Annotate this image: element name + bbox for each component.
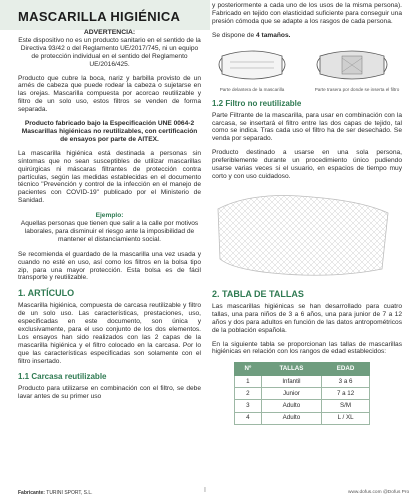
product-description: Producto que cubre la boca, nariz y barbilla provisto de un arnés de cabeza que puede rodear la cabeza o sujetarse en las orejas. Mascarilla compuesta por acorcao reutilizable y filtro de un solo uso, estos filtros se venden de forma separada.	[18, 74, 201, 114]
filter-drawing	[212, 187, 402, 283]
warning-title: ADVERTENCIA:	[83, 29, 136, 36]
mask-illustrations	[212, 44, 402, 96]
table-row	[235, 376, 370, 388]
manufacturer-value: TURINI SPORT, S.L.	[46, 490, 93, 496]
table-header-row	[235, 363, 370, 376]
subsection-carcasa: 1.1 Carcasa reutilizable	[18, 371, 107, 381]
example-box	[18, 211, 201, 245]
table-cell: 7 a 12	[322, 388, 370, 400]
mask-front-drawing	[219, 51, 285, 79]
back-caption: Parte trasera por donde se inserta el filtro	[314, 86, 400, 92]
document-title: MASCARILLA HIGIÉNICA	[18, 9, 181, 24]
specification-note: Producto fabricado bajo la Especificación UNE 0064-2 Mascarillas higiénicas no reutilizables, con certificación de ensayos por parte de AITEX.	[21, 120, 198, 143]
filter-text: Parte Filtrante de la mascarilla, para usar en combinación con la carcasa, se insertará el filtro entre las dos capas de tejido, tal como se indica. Tras cada uso el filtro ha de ser desechado. Se venda por separado.	[212, 111, 402, 143]
table-row	[235, 412, 370, 424]
header-tallas: TALLAS	[261, 363, 321, 376]
example-title: Ejemplo:	[95, 212, 124, 220]
sizes-count: 4 tamaños.	[256, 31, 291, 39]
header-number: Nº	[235, 363, 262, 376]
articulo-text: Mascarilla higiénica, compuesta de carcasa reutilizable y filtro de un solo uso. Las características, prestaciones, uso, especificadas en este documento, son única y exclusivamente, para el uso conjunto de los dos elementos. Los ensayos han sido realizados con las 2 capas de la mascarilla higiénica y el filtro colocado en la carcasa. Por lo que las características especificadas son solamente con el filtro insertado.	[18, 302, 201, 365]
table-cell: 1	[235, 376, 262, 388]
table-row	[235, 388, 370, 400]
table-cell: 3	[235, 400, 262, 412]
table-cell: 4	[235, 412, 262, 424]
left-column	[18, 0, 201, 406]
sizes-description: Las mascarillas higiénicas se han desarrollado para cuatro tallas, una para niños de 3 a 6 años, una para junior de 7 a 12 años y dos para adultos en función de las datos antropométricos de la población española.	[212, 302, 402, 334]
right-column	[212, 0, 402, 425]
table-cell: Infantil	[261, 376, 321, 388]
sizes-table-intro: En la siguiente tabla se proporcionan las tallas de mascarillas higiénicas en relación con los rangos de edad establecidos:	[212, 340, 402, 356]
table-row	[235, 400, 370, 412]
table-cell: 2	[235, 388, 262, 400]
section-articulo: 1. ARTÍCULO	[18, 288, 75, 299]
table-cell: Adulto	[261, 412, 321, 424]
example-text: Aquellas personas que tienen que salir a la calle por motivos laborales, para disminuir el riesgo ante la imposibilidad de mantener el distanciamiento social.	[20, 220, 199, 243]
sizes-prefix: Se dispone de	[212, 31, 256, 39]
mask-back-drawing	[317, 51, 387, 79]
section-tabla-tallas: 2. TABLA DE TALLAS	[212, 288, 304, 299]
warning-text: Este dispositivo no es un producto sanitario en el sentido de la Directiva 93/42 o del Reglamento UE/2017/745, ni un equipo de protección individual en el sentido del Reglamento UE/2016/425.	[18, 36, 201, 68]
social-handle: @Dofus Pro	[382, 490, 410, 495]
header-edad: EDAD	[322, 363, 370, 376]
sizes-table	[234, 362, 370, 424]
table-cell: 3 a 6	[322, 376, 370, 388]
carcasa-text: Producto para utilizarse en combinación con el filtro, se debe lavar antes de su primer uso	[18, 384, 201, 400]
table-cell: Adulto	[261, 400, 321, 412]
table-cell: Junior	[261, 388, 321, 400]
website-link[interactable]: www.dofus.com	[348, 490, 382, 495]
page-center-mark: I	[204, 487, 206, 494]
footer-manufacturer	[18, 490, 93, 496]
intended-use-text: La mascarilla higiénica está destinada a personas sin síntomas que no sean susceptibles de utilizar mascarillas quirúrgicas ni máscaras filtrantes de protección contra partículas, según las medidas establecidas en el documento técnico "Prevención y control de la infección en el manejo de pacientes con COVID-19" publicado por el Ministerio de Sanidad.	[18, 149, 201, 205]
carcasa-continued-text: y posteriormente a cada uno de los usos de la misma persona). Fabricado en tejido con elasticidad suficiente para conseguir una presión cómoda que se adapte a los rasgos de cada persona.	[212, 2, 402, 25]
manufacturer-label: Fabricante:	[18, 490, 45, 496]
filter-illustration	[212, 187, 402, 283]
table-cell: L / XL	[322, 412, 370, 424]
table-cell: S/M	[322, 400, 370, 412]
front-caption: Parte delantera de la mascarilla	[219, 86, 285, 92]
filter-use-text: Producto destinado a usarse en una sola persona, preferiblemente durante un procedimiento único pudiendo usarse varias veces si el usuario, en espacios de tiempo muy corto y con uso cuidadoso.	[212, 149, 402, 180]
sizes-available	[212, 32, 402, 40]
mask-drawings	[212, 44, 402, 84]
subsection-filtro: 1.2 Filtro no reutilizable	[212, 98, 302, 108]
storage-recommendation: Se recomienda el guardado de la mascarilla una vez usada y cuando no esté en uso, así como los filtros en la bolsa tipo zip, para una mayor protección. Esta bolsa es de fácil transporte y reutilizable.	[18, 250, 201, 282]
footer-contact	[348, 490, 409, 495]
